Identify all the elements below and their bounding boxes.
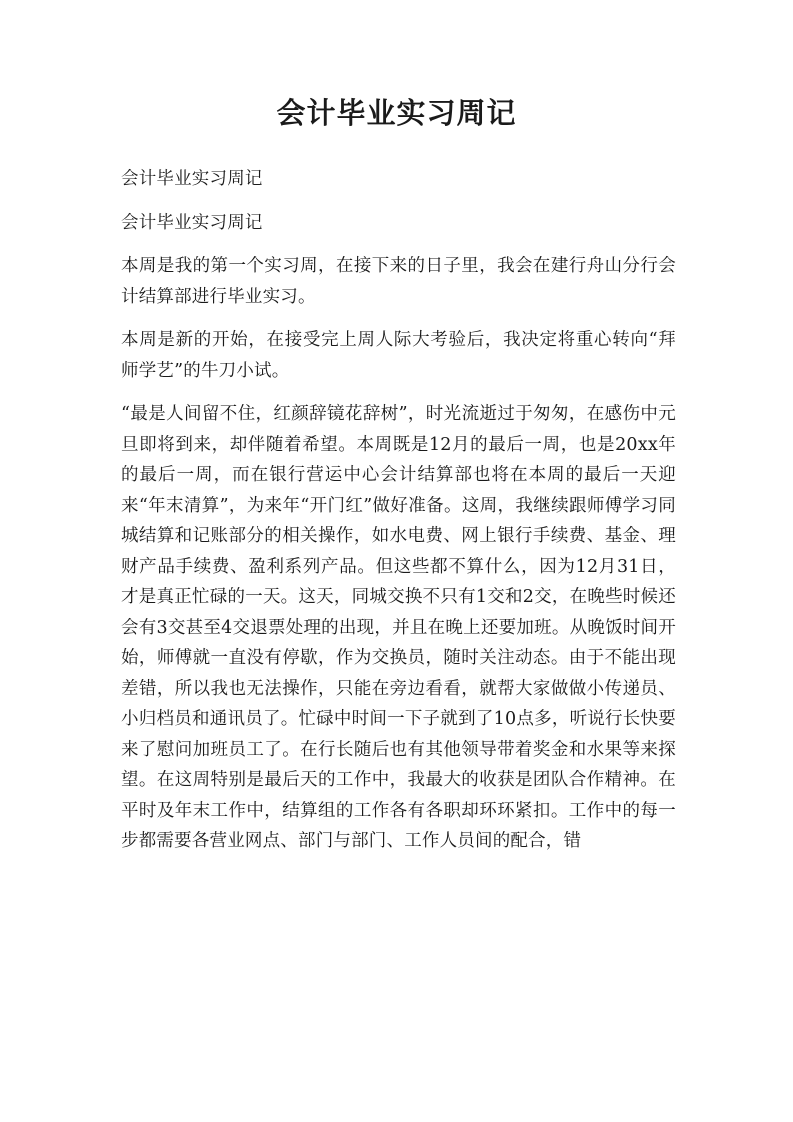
paragraph: “最是人间留不住，红颜辞镜花辞树”，时光流逝过于匆匆，在感伤中元旦即将到来，却伴随着希望。本周既是12月的最后一周，也是20xx年的最后一周，而在银行营运中心会计结算部也将在本周的最后一天迎来“年末清算”，为来年“开门红”做好准备。这周，我继续跟师傅学习同城结算和记账部分的相关操作，如水电费、网上银行手续费、基金、理财产品手续费、盈利系列产品。但这些都不算什么，因为12月31日，才是真正忙碌的一天。这天，同城交换不只有1交和2交，在晚些时候还会有3交甚至4交退票处理的出现，并且在晚上还要加班。从晚饭时间开始，师傅就一直没有停歇，作为交换员，随时关注动态。由于不能出现差错，所以我也无法操作，只能在旁边看看，就帮大家做做小传递员、小归档员和通讯员了。忙碌中时间一下子就到了10点多，听说行长快要来了慰问加班员工了。在行长随后也有其他领导带着奖金和水果等来探望。在这周特别是最后天的工作中，我最大的收获是团队合作精神。在平时及年末工作中，结算组的工作各有各职却环环紧扣。工作中的每一步都需要各营业网点、部门与部门、工作人员间的配合，错 (121, 404, 676, 851)
paragraph: 会计毕业实习周记 (121, 212, 263, 233)
paragraph: 本周是我的第一个实习周，在接下来的日子里，我会在建行舟山分行会计结算部进行毕业实习。 (121, 256, 676, 307)
paragraph: 本周是新的开始，在接受完上周人际大考验后，我决定将重心转向“拜师学艺”的牛刀小试。 (121, 330, 676, 381)
document-title: 会计毕业实习周记 (276, 96, 517, 130)
document-body (121, 164, 676, 870)
paragraph: 会计毕业实习周记 (121, 169, 263, 189)
